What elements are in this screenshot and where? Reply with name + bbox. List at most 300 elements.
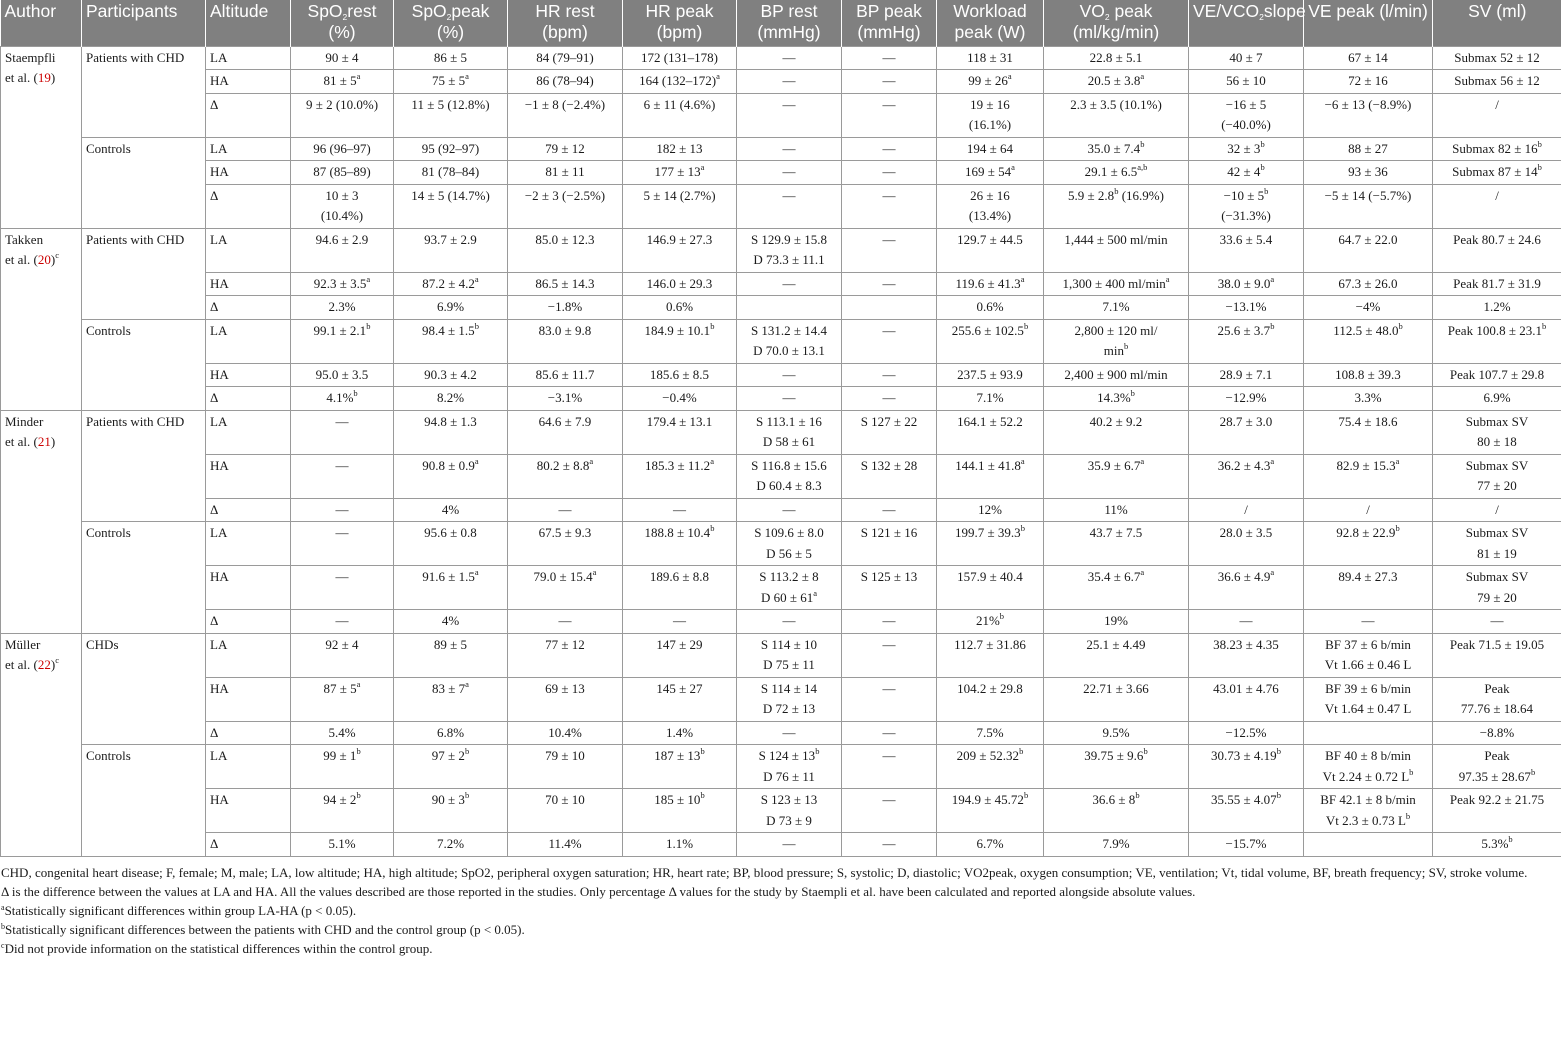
value-cell: 19% — [1044, 610, 1189, 634]
value-cell: 164 $(132-172)^a$ — [623, 70, 737, 94]
value-cell: S 116.8 ± 15.6 D 60.4 ± 8.3 — [737, 454, 842, 498]
value-cell: — — [737, 272, 842, 296]
footnotes — [0, 863, 1561, 958]
value-cell: 64.6 ± 7.9 — [508, 410, 623, 454]
value-cell: −8.8% — [1433, 721, 1561, 745]
value-cell: — — [737, 161, 842, 185]
value-cell: Submax 52 ± 12 — [1433, 46, 1561, 70]
table-body — [1, 46, 1561, 856]
value-cell: / — [1189, 498, 1304, 522]
value-cell: 91.6 ± 1.5$^a$ — [394, 566, 508, 610]
altitude-cell: Δ — [206, 721, 291, 745]
value-cell: — — [737, 184, 842, 228]
value-cell: — — [737, 721, 842, 745]
table-row — [1, 633, 1561, 677]
value-cell: 28.0 ± 3.5 — [1189, 522, 1304, 566]
value-cell: 95.0 ± 3.5 — [291, 363, 394, 387]
value-cell: — — [842, 789, 937, 833]
value-cell: 94.8 ± 1.3 — [394, 410, 508, 454]
value-cell: — — [842, 633, 937, 677]
value-cell: 40 ± 7 — [1189, 46, 1304, 70]
value-cell: 56 ± 10 — [1189, 70, 1304, 94]
altitude-cell: Δ — [206, 184, 291, 228]
value-cell: 6.7% — [937, 833, 1044, 857]
value-cell: 85.6 ± 11.7 — [508, 363, 623, 387]
table-row — [1, 228, 1561, 272]
value-cell: 90.8 ± 0.9$^a$ — [394, 454, 508, 498]
value-cell: $97 \pm 2^b$ — [394, 745, 508, 789]
value-cell: 2.3 ± 3.5 (10.1%) — [1044, 93, 1189, 137]
column-header: HR rest (bpm) — [508, 0, 623, 46]
value-cell: 179.4 ± 13.1 — [623, 410, 737, 454]
value-cell: — — [291, 410, 394, 454]
value-cell: 5 ± 14 (2.7%) — [623, 184, 737, 228]
value-cell: 108.8 ± 39.3 — [1304, 363, 1433, 387]
value-cell: −3.1% — [508, 387, 623, 411]
table-row — [1, 789, 1561, 833]
table-row — [1, 833, 1561, 857]
value-cell: — — [842, 498, 937, 522]
value-cell: Submax SV 81 ± 19 — [1433, 522, 1561, 566]
value-cell: BF 37 ± 6 b/min Vt 1.66 ± 0.46 L — [1304, 633, 1433, 677]
value-cell: 11% — [1044, 498, 1189, 522]
value-cell: 36.6 ± 4.9$^a$ — [1189, 566, 1304, 610]
value-cell: 30.73 ± 4.19$^b$ — [1189, 745, 1304, 789]
value-cell: −5 ± 14 (−5.7%) — [1304, 184, 1433, 228]
value-cell: 14 ± 5 (14.7%) — [394, 184, 508, 228]
value-cell: 7.1% — [1044, 296, 1189, 320]
table-row — [1, 522, 1561, 566]
reference-link[interactable]: 22 — [37, 657, 51, 672]
table-row — [1, 93, 1561, 137]
altitude-cell: HA — [206, 566, 291, 610]
value-cell: $177 \pm 13^a$ — [623, 161, 737, 185]
value-cell: 38.23 ± 4.35 — [1189, 633, 1304, 677]
value-cell: 144.1 ± 41.8$^a$ — [937, 454, 1044, 498]
value-cell: S $124 \pm 13^b$ D 76 ± 11 — [737, 745, 842, 789]
value-cell: 86.5 ± 14.3 — [508, 272, 623, 296]
value-cell: 1.1% — [623, 833, 737, 857]
value-cell: / — [1433, 184, 1561, 228]
value-cell: 2,400 ± 900 ml/min — [1044, 363, 1189, 387]
value-cell: 2,800 ± 120 ml/ $\min^b$ — [1044, 319, 1189, 363]
value-cell: BF 39 ± 6 b/min Vt 1.64 ± 0.47 L — [1304, 677, 1433, 721]
value-cell: — — [737, 137, 842, 161]
value-cell: 182 ± 13 — [623, 137, 737, 161]
table-row — [1, 363, 1561, 387]
value-cell: — — [737, 93, 842, 137]
value-cell: 89 ± 5 — [394, 633, 508, 677]
value-cell: 67.3 ± 26.0 — [1304, 272, 1433, 296]
footnote-b: $^b$Statistically significant differences between the patients with CHD and the control group (p < 0.05). — [1, 921, 525, 937]
altitude-cell: LA — [206, 137, 291, 161]
column-header: SpO$_2$peak (%) — [394, 0, 508, 46]
table-header — [1, 0, 1561, 46]
value-cell: — — [508, 610, 623, 634]
value-cell: $75 \pm 5^a$ — [394, 70, 508, 94]
table-row — [1, 319, 1561, 363]
value-cell: — — [842, 272, 937, 296]
value-cell: S 129.9 ± 15.8 D 73.3 ± 11.1 — [737, 228, 842, 272]
value-cell: 79.0 ± 15.4$^a$ — [508, 566, 623, 610]
altitude-cell: LA — [206, 522, 291, 566]
value-cell: 11.4% — [508, 833, 623, 857]
value-cell: Submax $87 \pm 14^b$ — [1433, 161, 1561, 185]
value-cell: 12% — [937, 498, 1044, 522]
value-cell: 6.9% — [1433, 387, 1561, 411]
value-cell: — — [1433, 610, 1561, 634]
value-cell: 92.8 ± 22.9$^b$ — [1304, 522, 1433, 566]
value-cell: 69 ± 13 — [508, 677, 623, 721]
value-cell: 8.2% — [394, 387, 508, 411]
participants-cell: Controls — [82, 745, 206, 857]
value-cell: — — [737, 610, 842, 634]
value-cell: — — [737, 833, 842, 857]
value-cell: 0.6% — [937, 296, 1044, 320]
value-cell: Peak 81.7 ± 31.9 — [1433, 272, 1561, 296]
value-cell: — — [737, 387, 842, 411]
value-cell: −1.8% — [508, 296, 623, 320]
value-cell: 6.9% — [394, 296, 508, 320]
value-cell: 5.1% — [291, 833, 394, 857]
value-cell: 3.3% — [1304, 387, 1433, 411]
value-cell: 26 ± 16 (13.4%) — [937, 184, 1044, 228]
value-cell: — — [1189, 610, 1304, 634]
value-cell: $99 \pm 1^b$ — [291, 745, 394, 789]
column-header: Altitude — [206, 0, 291, 46]
column-header: $VE/VCO_2slope$ — [1189, 0, 1304, 46]
header-row — [1, 0, 1561, 46]
table-row — [1, 46, 1561, 70]
value-cell: $99 \pm 26^a$ — [937, 70, 1044, 94]
reference-link[interactable]: 20 — [37, 252, 51, 267]
value-cell: — — [623, 610, 737, 634]
abbreviations-note: CHD, congenital heart disease; F, female; M, male; LA, low altitude; HA, high altitude; SpO2, peripheral oxygen saturation; HR, heart rate; BP, blood pressure; S, systolic; D, diastolic; VO2peak, oxygen consumption; VE, ventilation; Vt, tidal volume, BF, breath frequency; SV, stroke volume. — [1, 864, 1528, 880]
value-cell: 84 (79–91) — [508, 46, 623, 70]
value-cell: 7.1% — [937, 387, 1044, 411]
value-cell: $29.1 \pm 6.5^{a,b}$ — [1044, 161, 1189, 185]
value-cell — [1304, 721, 1433, 745]
value-cell: 1,444 ± 500 ml/min — [1044, 228, 1189, 272]
value-cell: 95.6 ± 0.8 — [394, 522, 508, 566]
altitude-cell: Δ — [206, 833, 291, 857]
value-cell: 119.6 ± 41.3$^a$ — [937, 272, 1044, 296]
value-cell: 172 (131–178) — [623, 46, 737, 70]
value-cell: 86 ± 5 — [394, 46, 508, 70]
value-cell: 185.3 ± 11.2$^a$ — [623, 454, 737, 498]
value-cell: $42 \pm 4^b$ — [1189, 161, 1304, 185]
participants-cell: Controls — [82, 137, 206, 228]
value-cell: 9.5% — [1044, 721, 1189, 745]
participants-cell: Controls — [82, 522, 206, 634]
table-row — [1, 454, 1561, 498]
value-cell: 5.3%$^b$ — [1433, 833, 1561, 857]
altitude-cell: HA — [206, 272, 291, 296]
value-cell: 4% — [394, 498, 508, 522]
value-cell: 67 ± 14 — [1304, 46, 1433, 70]
value-cell: 35.0 ± 7.4$^b$ — [1044, 137, 1189, 161]
altitude-cell: LA — [206, 633, 291, 677]
value-cell: 94.6 ± 2.9 — [291, 228, 394, 272]
value-cell: — — [842, 228, 937, 272]
value-cell: — — [842, 387, 937, 411]
value-cell: 157.9 ± 40.4 — [937, 566, 1044, 610]
value-cell: 79 ± 10 — [508, 745, 623, 789]
value-cell: 40.2 ± 9.2 — [1044, 410, 1189, 454]
value-cell: S 127 ± 22 — [842, 410, 937, 454]
column-header: HR peak (bpm) — [623, 0, 737, 46]
value-cell: 10 ± 3 (10.4%) — [291, 184, 394, 228]
value-cell: BF 40 ± 8 b/min Vt 2.24 ± 0.72 $L^b$ — [1304, 745, 1433, 789]
value-cell: 38.0 ± 9.0$^a$ — [1189, 272, 1304, 296]
value-cell: 80.2 ± 8.8$^a$ — [508, 454, 623, 498]
altitude-cell: Δ — [206, 498, 291, 522]
value-cell: 147 ± 29 — [623, 633, 737, 677]
value-cell: 1.2% — [1433, 296, 1561, 320]
participants-cell: CHDs — [82, 633, 206, 745]
value-cell: 145 ± 27 — [623, 677, 737, 721]
table-row — [1, 566, 1561, 610]
value-cell — [737, 296, 842, 320]
value-cell: 189.6 ± 8.8 — [623, 566, 737, 610]
value-cell: — — [291, 454, 394, 498]
value-cell: S 113.2 ± 8 D $60 \pm 61^a$ — [737, 566, 842, 610]
table-row — [1, 721, 1561, 745]
participants-cell: Patients with CHD — [82, 410, 206, 522]
value-cell: / — [1433, 93, 1561, 137]
altitude-cell: HA — [206, 789, 291, 833]
value-cell: 75.4 ± 18.6 — [1304, 410, 1433, 454]
value-cell: 21%$^b$ — [937, 610, 1044, 634]
value-cell: — — [842, 93, 937, 137]
value-cell: −12.5% — [1189, 721, 1304, 745]
table-row — [1, 677, 1561, 721]
value-cell: −2 ± 3 (−2.5%) — [508, 184, 623, 228]
value-cell: 20.5 ± 3.8$^a$ — [1044, 70, 1189, 94]
value-cell: 87.2 ± 4.2$^a$ — [394, 272, 508, 296]
value-cell: — — [737, 46, 842, 70]
value-cell: 43.01 ± 4.76 — [1189, 677, 1304, 721]
value-cell: $-10 \pm 5^b$ (−31.3%) — [1189, 184, 1304, 228]
reference-link[interactable]: 21 — [37, 434, 51, 449]
value-cell: — — [842, 721, 937, 745]
value-cell: $169 \pm 54^a$ — [937, 161, 1044, 185]
value-cell: 118 ± 31 — [937, 46, 1044, 70]
value-cell: 9 ± 2 (10.0%) — [291, 93, 394, 137]
value-cell: 5.9 ± 2.8$^b$ (16.9%) — [1044, 184, 1189, 228]
footnote-a: $^a$Statistically significant differences within group LA-HA (p < 0.05). — [1, 902, 357, 918]
value-cell: — — [842, 137, 937, 161]
value-cell: — — [842, 745, 937, 789]
column-header: SpO$_2$rest (%) — [291, 0, 394, 46]
value-cell: — — [842, 161, 937, 185]
value-cell: 11 ± 5 (12.8%) — [394, 93, 508, 137]
altitude-cell: HA — [206, 70, 291, 94]
value-cell: Peak 97.35 ± 28.67$^b$ — [1433, 745, 1561, 789]
value-cell: S 113.1 ± 16 D 58 ± 61 — [737, 410, 842, 454]
value-cell: $187 \pm 13^b$ — [623, 745, 737, 789]
value-cell: 43.7 ± 7.5 — [1044, 522, 1189, 566]
value-cell: 6 ± 11 (4.6%) — [623, 93, 737, 137]
altitude-cell: HA — [206, 363, 291, 387]
value-cell: 98.4 ± 1.5$^b$ — [394, 319, 508, 363]
participants-cell: Controls — [82, 319, 206, 410]
table-row — [1, 184, 1561, 228]
value-cell: 83.0 ± 9.8 — [508, 319, 623, 363]
value-cell: 92.3 ± 3.5$^a$ — [291, 272, 394, 296]
altitude-cell: Δ — [206, 387, 291, 411]
altitude-cell: HA — [206, 677, 291, 721]
value-cell: −1 ± 8 (−2.4%) — [508, 93, 623, 137]
value-cell: 35.4 ± 6.7$^a$ — [1044, 566, 1189, 610]
value-cell: — — [291, 610, 394, 634]
author-cell: Minder et al. (21) — [1, 410, 82, 633]
value-cell: 22.71 ± 3.66 — [1044, 677, 1189, 721]
value-cell: $90 \pm 3^b$ — [394, 789, 508, 833]
value-cell: 237.5 ± 93.9 — [937, 363, 1044, 387]
value-cell: — — [842, 184, 937, 228]
value-cell — [1304, 833, 1433, 857]
value-cell: $94 \pm 2^b$ — [291, 789, 394, 833]
value-cell: −13.1% — [1189, 296, 1304, 320]
value-cell: 99.1 ± 2.1$^b$ — [291, 319, 394, 363]
author-cell: Staempfli et al. (19) — [1, 46, 82, 228]
value-cell: −4% — [1304, 296, 1433, 320]
value-cell: — — [842, 319, 937, 363]
value-cell: 7.2% — [394, 833, 508, 857]
value-cell: 4% — [394, 610, 508, 634]
author-cell: Müller et al. $(22)^c$ — [1, 633, 82, 856]
value-cell: 5.4% — [291, 721, 394, 745]
value-cell: — — [291, 522, 394, 566]
altitude-cell: LA — [206, 319, 291, 363]
value-cell: −16 ± 5 (−40.0%) — [1189, 93, 1304, 137]
value-cell: — — [842, 363, 937, 387]
value-cell: 209 ± 52.32$^b$ — [937, 745, 1044, 789]
altitude-cell: HA — [206, 161, 291, 185]
value-cell: — — [842, 610, 937, 634]
value-cell: — — [737, 498, 842, 522]
value-cell: 33.6 ± 5.4 — [1189, 228, 1304, 272]
value-cell: 77 ± 12 — [508, 633, 623, 677]
value-cell: 7.5% — [937, 721, 1044, 745]
column-header: $VO_2$ peak (ml/kg/min) — [1044, 0, 1189, 46]
table-row — [1, 745, 1561, 789]
table-row — [1, 498, 1561, 522]
column-header: BP rest (mmHg) — [737, 0, 842, 46]
table-row — [1, 70, 1561, 94]
value-cell: 7.9% — [1044, 833, 1189, 857]
value-cell: S 121 ± 16 — [842, 522, 937, 566]
value-cell: 112.5 ± 48.0$^b$ — [1304, 319, 1433, 363]
altitude-cell: Δ — [206, 296, 291, 320]
value-cell: 96 (96–97) — [291, 137, 394, 161]
value-cell: 184.9 ± 10.1$^b$ — [623, 319, 737, 363]
value-cell: $32 \pm 3^b$ — [1189, 137, 1304, 161]
value-cell: — — [623, 498, 737, 522]
column-header: Author — [1, 0, 82, 46]
value-cell: 95 (92–97) — [394, 137, 508, 161]
value-cell: 90 ± 4 — [291, 46, 394, 70]
author-cell: Takken et al. $(20)^c$ — [1, 228, 82, 410]
value-cell: 64.7 ± 22.0 — [1304, 228, 1433, 272]
column-header: SV (ml) — [1433, 0, 1561, 46]
value-cell: 19 ± 16 (16.1%) — [937, 93, 1044, 137]
value-cell: $81 \pm 5^a$ — [291, 70, 394, 94]
value-cell: 81 ± 11 — [508, 161, 623, 185]
column-header: Participants — [82, 0, 206, 46]
value-cell: 185.6 ± 8.5 — [623, 363, 737, 387]
value-cell: 194 ± 64 — [937, 137, 1044, 161]
value-cell: 82.9 ± 15.3$^a$ — [1304, 454, 1433, 498]
delta-note: Δ is the difference between the values at LA and HA. All the values described are those reported in the studies. Only percentage Δ values for the study by Staempli et al. have been calculated and reported alongside absolute values. — [1, 883, 1196, 899]
table-row — [1, 161, 1561, 185]
table-row — [1, 610, 1561, 634]
altitude-cell: LA — [206, 228, 291, 272]
value-cell: 164.1 ± 52.2 — [937, 410, 1044, 454]
value-cell: — — [842, 677, 937, 721]
value-cell: Peak 107.7 ± 29.8 — [1433, 363, 1561, 387]
value-cell: 104.2 ± 29.8 — [937, 677, 1044, 721]
value-cell: S 125 ± 13 — [842, 566, 937, 610]
value-cell: Submax SV 77 ± 20 — [1433, 454, 1561, 498]
value-cell: — — [842, 833, 937, 857]
value-cell: 146.0 ± 29.3 — [623, 272, 737, 296]
column-header: BP peak (mmHg) — [842, 0, 937, 46]
value-cell: 2.3% — [291, 296, 394, 320]
value-cell: — — [737, 70, 842, 94]
altitude-cell: LA — [206, 46, 291, 70]
footnote-c: $^c$Did not provide information on the statistical differences within the control group. — [1, 940, 433, 956]
reference-link[interactable]: 19 — [37, 70, 51, 85]
value-cell: 35.55 ± 4.07$^b$ — [1189, 789, 1304, 833]
participants-cell: Patients with CHD — [82, 228, 206, 319]
value-cell: 0.6% — [623, 296, 737, 320]
participants-cell: Patients with CHD — [82, 46, 206, 137]
value-cell: $36.6 \pm 8^b$ — [1044, 789, 1189, 833]
value-cell: 36.2 ± 4.3$^a$ — [1189, 454, 1304, 498]
value-cell: 194.9 ± 45.72$^b$ — [937, 789, 1044, 833]
value-cell: 199.7 ± 39.3$^b$ — [937, 522, 1044, 566]
value-cell: 70 ± 10 — [508, 789, 623, 833]
value-cell: 67.5 ± 9.3 — [508, 522, 623, 566]
value-cell: BF 42.1 ± 8 b/min Vt 2.3 ± 0.73 $L^b$ — [1304, 789, 1433, 833]
value-cell: 93 ± 36 — [1304, 161, 1433, 185]
value-cell: −12.9% — [1189, 387, 1304, 411]
value-cell: 93.7 ± 2.9 — [394, 228, 508, 272]
value-cell: 81 (78–84) — [394, 161, 508, 185]
value-cell: 87 (85–89) — [291, 161, 394, 185]
value-cell: $185 \pm 10^b$ — [623, 789, 737, 833]
value-cell: Submax 56 ± 12 — [1433, 70, 1561, 94]
altitude-cell: LA — [206, 410, 291, 454]
significance-notes — [0, 901, 1561, 958]
value-cell: Peak 71.5 ± 19.05 — [1433, 633, 1561, 677]
column-header: Workload peak (W) — [937, 0, 1044, 46]
value-cell: 86 (78–94) — [508, 70, 623, 94]
column-header: VE peak (l/min) — [1304, 0, 1433, 46]
value-cell: Peak 80.7 ± 24.6 — [1433, 228, 1561, 272]
value-cell: — — [842, 46, 937, 70]
value-cell: 35.9 ± 6.7$^a$ — [1044, 454, 1189, 498]
value-cell: $83 \pm 7^a$ — [394, 677, 508, 721]
value-cell: / — [1433, 498, 1561, 522]
value-cell: 72 ± 16 — [1304, 70, 1433, 94]
value-cell: 112.7 ± 31.86 — [937, 633, 1044, 677]
value-cell: S 109.6 ± 8.0 D 56 ± 5 — [737, 522, 842, 566]
altitude-cell: Δ — [206, 610, 291, 634]
altitude-cell: LA — [206, 745, 291, 789]
